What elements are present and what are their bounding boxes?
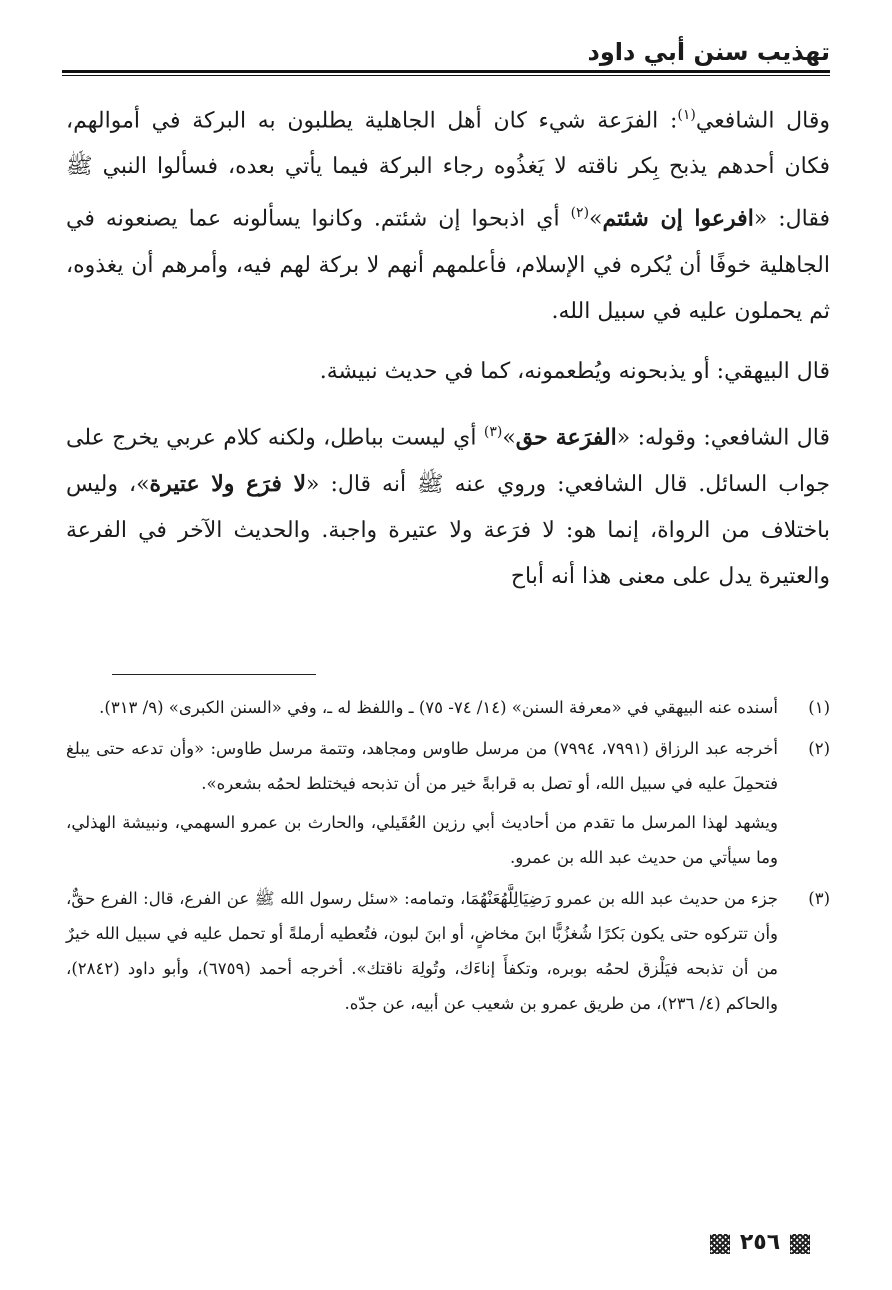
footnote-text: أسنده عنه البيهقي في «معرفة السنن» (١٤/ ٧٤- ٧٥) ـ واللفظ له ـ، وفي «السنن الكبرى» (٩/ ٣١٣). [99, 698, 778, 717]
hadith-quote: لا فرَع ولا عتيرة [149, 470, 307, 497]
footnote-marker-3[interactable]: (٣) [483, 423, 503, 440]
footnotes [66, 690, 830, 1027]
text-run: » [502, 424, 516, 450]
text-run: »، وليس باختلاف من الرواة، إنما هو: لا فرَعة ولا عتيرة واجبة. والحديث الآخر في الفرعة والعتيرة يدل على معنى هذا أنه أباح [66, 471, 830, 589]
footnote-1 [66, 690, 830, 725]
footnote-marker-2[interactable]: (٢) [570, 205, 590, 222]
text-run: وقال الشافعي [695, 108, 830, 134]
page-number: ٢٥٦ [739, 1230, 781, 1255]
footnote-separator [112, 674, 316, 675]
footnote-text: جزء من حديث عبد الله بن عمرو رَضِيَالِلَّهُعَنْهُمَا، وتمامه: «سئل رسول الله ﷺ عن الفرع، قال: الفرع حقٌّ، وأن تتركوه حتى يكون بَكرًا شُغزُبًّا ابنَ مخاضٍ، أو ابنَ لبون، فتُعطيه أرملةً أو تحمل عليه في سبيل الله خيرٌ من أن تذبحه فيَلْزق لحمُه بوبره، وتكفأَ إناءَك، وتُولِهَ ناقتك». أخرجه أحمد (٦٧٥٩)، وأبو داود (٢٨٤٢)، والحاكم (٤/ ٢٣٦)، من طريق عمرو بن شعيب عن أبيه، عن جدّه. [66, 889, 778, 1013]
hadith-quote: افرعوا إن شئتم [602, 205, 754, 232]
text-run: قال الشافعي: وقوله: « [616, 424, 830, 450]
page-number-block [710, 1230, 810, 1260]
footnote-number: (١) [808, 698, 830, 717]
paragraph-3 [66, 409, 830, 600]
paragraph-1 [66, 92, 830, 335]
header-rule [62, 70, 830, 73]
header-title: تهذيب سنن أبي داود [587, 38, 830, 66]
footnote-3 [66, 881, 830, 1021]
text-run: : الفرَعة شيء كان أهل الجاهلية يطلبون به البركة في أموالهم، فكان أحدهم يذبح بِكر ناقته لا يَغذُوه رجاء البركة فيما يأتي بعده، فسألوا النبي ﷺ فقال: « [66, 108, 831, 232]
hadith-quote: الفرَعة حق [515, 423, 617, 450]
text-run: أي ليست بباطل، ولكنه كلام عربي يخرج على جواب السائل. قال الشافعي: وروي عنه ﷺ أنه قال: « [66, 424, 830, 497]
paragraph-2: قال البيهقي: أو يذبحونه ويُطعمونه، كما في حديث نبيشة. [319, 358, 830, 384]
text-run: أي اذبحوا إن شئتم. وكانوا يسألونه عما يصنعونه في الجاهلية خوفًا أن يُكره في الإسلام، فأعلمهم أنهم لا بركة لهم فيه، وأمرهم أن يغذوه، ثم يحملون عليه في سبيل الله. [66, 206, 830, 324]
footnote-2 [66, 731, 830, 875]
header-rule-thin [62, 75, 830, 76]
running-header [62, 38, 830, 78]
footnote-text: أخرجه عبد الرزاق (٧٩٩١، ٧٩٩٤) من مرسل طاوس ومجاهد، وتتمة مرسل طاوس: «وأن تدعه حتى يبلغ فتحمِلَ عليه في سبيل الله، أو تصل به قرابةً خير من أن تذبحه فيختلط لحمُه بشعره». [66, 739, 778, 793]
page-number-ornament-icon [710, 1234, 730, 1254]
text-run: » [589, 206, 603, 232]
footnote-marker-1[interactable]: (١) [677, 107, 696, 123]
main-text [66, 92, 830, 600]
page-number-ornament-icon [790, 1234, 810, 1254]
footnote-number: (٣) [808, 889, 830, 908]
footnote-continuation: ويشهد لهذا المرسل ما تقدم من أحاديث أبي رزين العُقَيلي، والحارث بن عمرو السهمي، ونبيشة الهذلي، وما سيأتي من حديث عبد الله بن عمرو. [66, 813, 778, 867]
footnote-number: (٢) [808, 739, 830, 758]
